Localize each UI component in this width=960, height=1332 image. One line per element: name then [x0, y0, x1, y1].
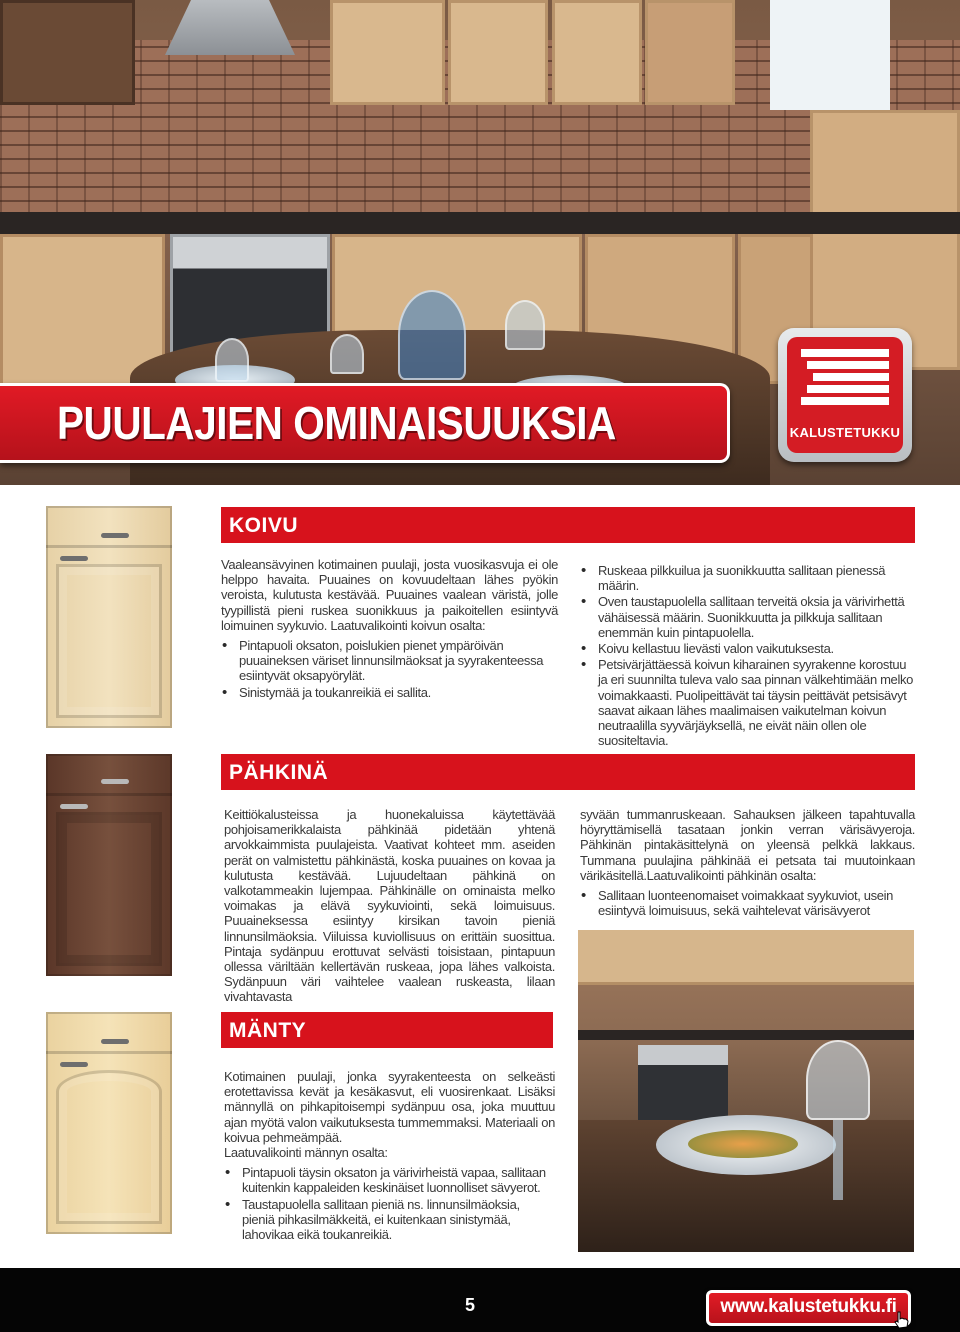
wine-glass: [806, 1040, 870, 1120]
manty-label: Laatuvalikointi männyn osalta:: [224, 1145, 388, 1161]
logo-text: KALUSTETUKKU: [789, 425, 901, 440]
page-title: PUULAJIEN OMINAISUUKSIA: [57, 397, 616, 449]
water-carafe: [398, 290, 466, 380]
kalustetukku-logo-icon: [778, 328, 912, 462]
pine-door-sample: [46, 1012, 172, 1234]
upper-cabinet: [448, 0, 548, 105]
door-panel: [56, 1070, 162, 1224]
logo-stripe: [801, 397, 889, 405]
logo-stripe: [807, 385, 889, 393]
upper-cabinet: [552, 0, 642, 105]
kitchen-detail-photo: [578, 930, 914, 1252]
list-item: • Taustapuolella sallitaan pieniä ns. linnunsilmäoksia, pieniä pihkasilmäkkeitä, ei kuitenkaan sinistymää, lahovikaa eikä toukanreikiä.: [224, 1197, 555, 1243]
manty-bullet-list: [224, 1165, 555, 1242]
pahkina-right-column: [580, 807, 915, 919]
door-handle: [60, 556, 88, 561]
section-title-manty: MÄNTY: [229, 1019, 307, 1042]
list-item: • Petsivärjättäessä koivun kiharainen syyrakenne korostuu ja eri suunnilta tuleva valo saa pinnan välkehtimään melko voimakkaasti. Puolipeittävät tai täysin peittävät petsisävyt saavat aikaan lähes maalimaisen vaikutelman koivun neutraalilla syyvärjäyksellä, ne eivät näin ollen ole suositeltavia.: [580, 657, 915, 748]
door-panel: [56, 564, 162, 718]
koivu-bullet-list-right: [580, 563, 915, 748]
door-handle: [101, 533, 129, 538]
list-item: • Ruskeaa pilkkuilua ja suonikkuutta sallitaan pienessä määrin.: [580, 563, 915, 593]
section-title-koivu: KOIVU: [229, 514, 299, 537]
manty-intro: Kotimainen puulaji, jonka syyrakenteesta on selkeästi erotettavissa kevät ja kesäkasvut, eli vuosirenkaat. Lisäksi männyllä on pihkapitoisempi sydänpuu osa, joka muuttuu ajan myötä valon vaikutuksesta tummemmaksi. Materiaali on koivua pehmeämpää.: [224, 1069, 555, 1145]
section-header-koivu: [221, 507, 915, 543]
logo-stripe: [813, 373, 889, 381]
pahkina-bullet-list: [580, 888, 915, 918]
door-handle: [60, 804, 88, 809]
cursor-hand-icon: [893, 1311, 909, 1329]
oven: [638, 1045, 728, 1125]
door-handle: [60, 1062, 88, 1067]
door-panel: [56, 812, 162, 966]
birch-door-sample: [46, 506, 172, 728]
koivu-intro: Vaaleansävyinen kotimainen puulaji, josta vuosikasvuja ei ole helppo havaita. Puuaines on kovuudeltaan lähes pyökin veroista, kulutusta kestävää. Puuaines vaalean väristä, jolle tyypillistä pieni ruskea suonikkuus ja paikoitellen esiintyvä loimuinen syykuvio. Laatuvalikointi koivun osalta:: [221, 557, 558, 633]
door-handle: [101, 779, 129, 784]
logo-red-square: [787, 337, 903, 453]
section-title-pahkina: PÄHKINÄ: [229, 761, 329, 784]
logo-stripe: [807, 361, 889, 369]
list-item: • Koivu kellastuu lievästi valon vaikutuksesta.: [580, 641, 915, 656]
door-drawer-front: [46, 1012, 172, 1054]
koivu-right-column: [580, 561, 915, 749]
manty-column: [224, 1069, 555, 1243]
walnut-door-sample: [46, 754, 172, 976]
upper-cabinet: [645, 0, 735, 105]
wine-glass: [330, 334, 364, 374]
glass-stem: [833, 1120, 843, 1200]
koivu-bullet-list-left: [221, 638, 558, 700]
kitchen-window: [770, 0, 890, 110]
upper-cabinet: [330, 0, 445, 105]
food: [688, 1130, 798, 1158]
list-item: • Pintapuoli oksaton, poislukien pienet ympäröivän puuaineksen väriset linnunsilmäoksat ja syyrakenteessa esiintyvät oksapyörylät.: [221, 638, 558, 684]
door-drawer-front: [46, 754, 172, 796]
door-drawer-front: [46, 506, 172, 548]
website-link[interactable]: www.kalustetukku.fi: [720, 1296, 897, 1317]
open-shelf: [0, 0, 135, 105]
logo-stripe: [801, 349, 889, 357]
list-item: • Pintapuoli täysin oksaton ja värivirheistä vapaa, sallitaan kuitenkin kappaleiden keskinäiset luonnolliset sävyerot.: [224, 1165, 555, 1195]
wine-glass: [215, 338, 249, 382]
pahkina-paragraph: syvään tummanruskeaan. Sahauksen jälkeen tapahtuvalla höyryttämisellä tasataan jonkin verran värisävyeroja. Pähkinän pintakäsittelynä on yleensä pelkkä lakkaus. Tummana puulajina pähkinää ei petsata tai muutoinkaan värikäsitellä.Laatuvalikointi pähkinän osalta:: [580, 807, 915, 883]
list-item: • Sinistymää ja toukanreikiä ei sallita.: [221, 685, 558, 700]
page-number: 5: [464, 1295, 475, 1315]
upper-cabinet: [578, 930, 914, 985]
list-item: • Sallitaan luonteenomaiset voimakkaat syykuviot, usein esiintyvä loimuisuus, sekä vaihtelevat värisävyerot: [580, 888, 915, 918]
pahkina-left-column: Keittiökalusteissa ja huonekaluissa käytettävää pohjoisamerikkalaista pähkinää pidetään yhtenä arvokkaimmista puulajeista. Vaativat kohteet mm. aseiden perät on valmistettu pähkinästä, koska puuaines on kovaa ja kulutusta kestävää. Lujuudeltaan pähkinä on valkotammeakin lujempaa. Pähkinälle on ominaista melko voimakas ja elävä syykuviointi, sekä loimuisuus. Puuaineksessa esiintyy kirsikan tavoin pieniä linnunsilmäoksia. Viiluissa kuviollisuus on erittäin suosittua. Pintaja sydänpuu erottuvat selvästi toisistaan, pintapuun ollessa väriltään kellertävän ruskeaa, jopa lähes valkoista. Sydänpuun väri vaihtelee vaalean ruskeasta, lilaan vivahtavasta: [224, 807, 555, 1005]
wine-glass: [505, 300, 545, 350]
countertop: [0, 212, 960, 234]
koivu-left-column: [221, 557, 558, 701]
list-item: • Oven taustapuolella sallitaan terveitä oksia ja värivirhettä vähäisessä määrin. Suonikkuutta ja pilkkuja sallitaan enemmän kuin pintapuolella.: [580, 594, 915, 640]
door-handle: [101, 1039, 129, 1044]
countertop: [578, 1030, 914, 1040]
range-hood: [165, 0, 295, 55]
